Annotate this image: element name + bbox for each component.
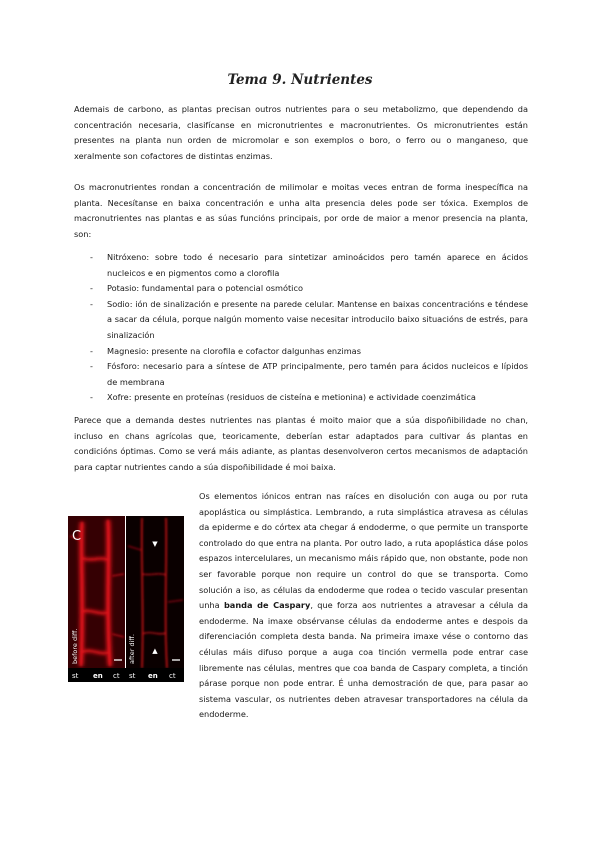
arrow-up-icon: ▲ — [152, 647, 158, 655]
paragraph-casparian-strip: Os elementos iónicos entran nas raíces en disolución con auga ou por ruta apoplástica ou simplástica. Lembrando, a ruta simplástica atravesa as células da epiderme e do córtex ata chegar á endoderme, o que permite un transporte controlado do que entra na planta. Por outro lado, a ruta apoplástica dáse polos espazos intercelulares, un mecanismo máis rápido que, non obstante, pode non ser favorable porque non require un control do que se transporta. Como solución a iso, as células da endoderme que rodea o tecido vascular presentan unha banda de Caspary, que forza aos nutrientes a atravesar a célula da endoderme. Na imaxe obsérvanse células da endoderme antes e despois da diferenciación completa desta banda. Na primeira imaxe vése o contorno das células máis difuso porque a auga coa tinción vermella pode entrar case libremente nas células, mentres que coa banda de Caspary completa, a tinción párase porque non pode entrar. É unha demostración de que, para pasar ao sistema vascular, os nutrientes deben atravesar transportadores na célula da endoderme. — [199, 491, 528, 720]
macronutrient-list — [74, 250, 528, 406]
casparian-strip-term: banda de Caspary — [223, 600, 311, 611]
list-dash: - — [90, 392, 93, 403]
arrow-down-icon: ▼ — [152, 540, 158, 548]
label-ct-right: ct — [169, 672, 176, 680]
label-before-diff: before diff. — [71, 628, 79, 664]
list-item: - Xofre: presente en proteínas (residuos de cisteína e metionina) e actividade coenzimática — [74, 390, 528, 406]
label-st-right: st — [129, 672, 136, 680]
label-en-left: en — [93, 672, 103, 680]
list-item: - Sodio: ión de sinalización e presente na parede celular. Mantense en baixas concentracións e téndese a sacar da célula, porque nalgún momento vaise necesitar introducilo baixo situacións de estrés, para sinalización — [90, 298, 528, 340]
label-after-diff: after diff. — [128, 634, 136, 664]
page-title: Tema 9. Nutrientes — [227, 72, 373, 88]
list-dash: - — [90, 345, 93, 356]
list-item: - Fósforo: necesario para a síntese de ATP principalmente, pero tamén para ácidos nucleicos e lípidos de membrana — [90, 361, 528, 387]
paragraph-macronutrients: Os macronutrientes rondan a concentración de milimolar e moitas veces entran de forma inespecífica na planta. Necesítanse en baixa concentración e unha alta presencia deles pode ser tóxica. Exemplos de macronutrientes nas plantas e as súas funcións principais, por orde de maior a menor presencia na planta, son: — [74, 182, 528, 239]
paragraph-demand: Parece que a demanda destes nutrientes nas plantas é moito maior que a súa dispoñibilidade no chan, incluso en chans agrícolas que, teoricamente, deberían estar adaptados para cultivar ás plantas en condicións óptimas. Como se verá máis adiante, as plantas desenvolveron certos mecanismos de adaptación para captar nutrientes cando a súa dispoñibilidade é moi baixa. — [74, 415, 528, 472]
casparian-strip-micrograph — [68, 516, 184, 682]
list-item: - Nitróxeno: sobre todo é necesario para sintetizar aminoácidos pero tamén aparece en ácidos nucleicos e en pigmentos como a clorofila — [90, 252, 528, 278]
label-en-right: en — [148, 672, 158, 680]
list-item: - Magnesio: presente na clorofila e cofactor dalgunhas enzimas — [74, 344, 528, 360]
list-item: - Potasio: fundamental para o potencial osmótico — [74, 281, 528, 297]
list-dash: - — [90, 252, 93, 262]
paragraph-intro: Ademais de carbono, as plantas precisan outros nutrientes para o seu metabolizmo, que dependendo da concentración necesaria, clasifícanse en micronutrientes e macronutrientes. Os micronutrientes están presentes na planta nun orden de micromolar e son exemplos o boro, o ferro ou o manganeso, que xeralmente son cofactores de distintas enzimas. — [74, 104, 528, 161]
list-dash: - — [90, 361, 93, 372]
panel-letter: C — [72, 529, 82, 544]
label-ct-left: ct — [113, 672, 120, 680]
list-dash: - — [90, 283, 93, 294]
list-dash: - — [90, 298, 93, 309]
label-st-left: st — [72, 672, 79, 680]
